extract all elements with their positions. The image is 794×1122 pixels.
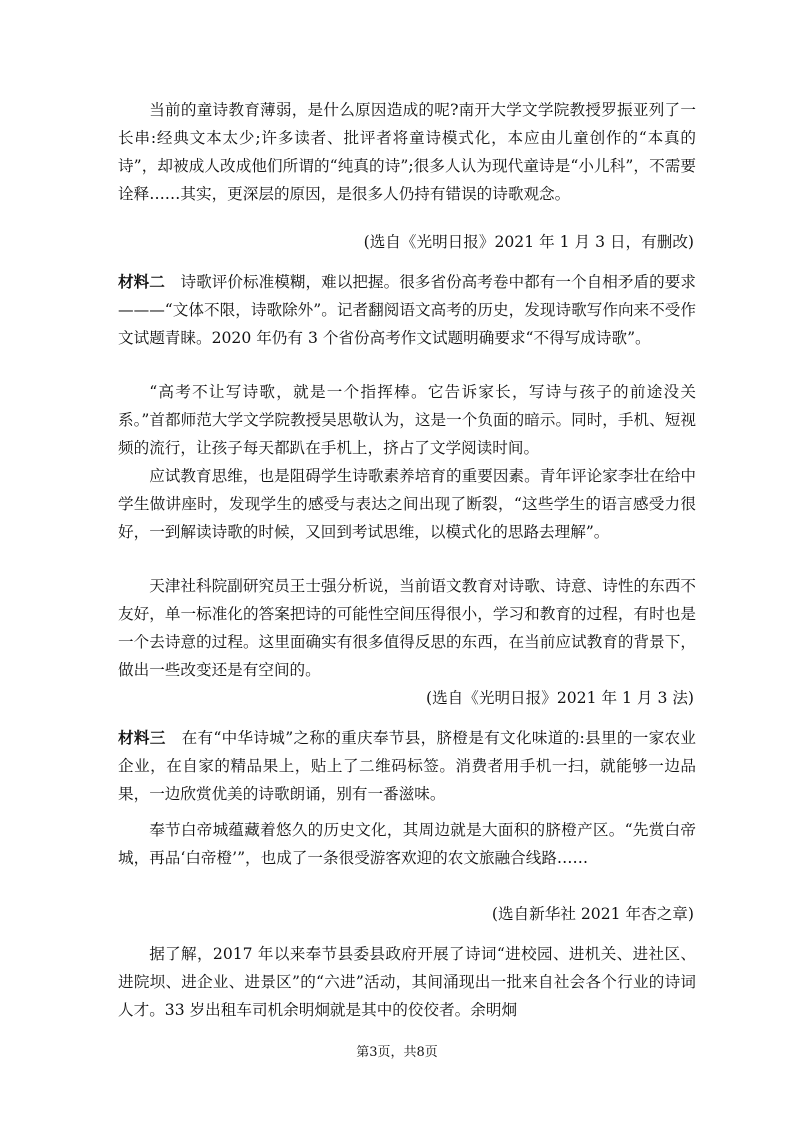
material-three-label: 材料三 <box>118 728 166 747</box>
paragraph-童诗教育: 当前的童诗教育薄弱，是什么原因造成的呢?南开大学文学院教授罗振亚列了一长串:经典文本太少;许多读者、批评者将童诗模式化，本应由儿童创作的“本真的诗”，却被成人改成他们所谓的“纯真的诗”;很多人认为现代童诗是“小儿科”，不需要诠释……其实，更深层的原因，是很多人仍持有错误的诗歌观念。 <box>118 101 696 203</box>
source-citation-2: (选自《光明日报》2021 年 1 月 3 法) <box>425 689 694 707</box>
material-two-text: 诗歌评价标准模糊，难以把握。很多省份高考卷中都有一个自相矛盾的要求———“文体不限，诗歌除外”。记者翻阅语文高考的历史，发现诗歌写作向来不受作文试题青睐。2020 年仍有 3 个省份高考作文试题明确要求“不得写成诗歌”。 <box>118 273 696 347</box>
material-two-paragraph <box>118 268 696 352</box>
source-citation-3: (选自新华社 2021 年杏之章) <box>491 905 694 923</box>
material-two-label: 材料二 <box>118 272 165 291</box>
paragraph-应试教育: 应试教育思维，也是阻碍学生诗歌素养培育的重要因素。青年评论家李壮在给中学生做讲座时，发现学生的感受与表达之间出现了断裂，“这些学生的语言感受力很好，一到解读诗歌的时候，又回到考试思维，以模式化的思路去理解”。 <box>118 467 696 541</box>
page-footer: 第3页，共8页 <box>356 1045 438 1060</box>
paragraph-王士强: 天津社科院副研究员王士强分析说，当前语文教育对诗歌、诗意、诗性的东西不友好，单一标准化的答案把诗的可能性空间压得很小，学习和教育的过程，有时也是一个去诗意的过程。这里面确实有很多值得反思的东西，在当前应试教育的背景下，做出一些改变还是有空间的。 <box>118 577 696 679</box>
paragraph-白帝城: 奉节白帝城蕴藏着悠久的历史文化，其周边就是大面积的脐橙产区。“先赏白帝城，再品‘白帝橙’”，也成了一条很受游客欢迎的农文旅融合线路…… <box>118 821 696 867</box>
paragraph-六进活动: 据了解，2017 年以来奉节县委县政府开展了诗词“进校园、进机关、进社区、进院坝、进企业、进景区”的“六进”活动，其间涌现出一批来自社会各个行业的诗词人才。33 岁出租车司机余明炯就是其中的佼佼者。余明炯 <box>118 945 696 1019</box>
source-citation-1: (选自《光明日报》2021 年 1 月 3 日，有删改) <box>363 233 694 251</box>
paragraph-高考: “高考不让写诗歌，就是一个指挥棒。它告诉家长，写诗与孩子的前途没关系。”首都师范大学文学院教授吴思敬认为，这是一个负面的暗示。同时，手机、短视频的流行，让孩子每天都趴在手机上，挤占了文学阅读时间。 <box>118 383 696 457</box>
material-three-paragraph <box>118 724 696 808</box>
material-three-text: 在有“中华诗城”之称的重庆奉节县，脐橙是有文化味道的:县里的一家农业企业，在自家的精品果上，贴上了二维码标签。消费者用手机一扫，就能够一边品果，一边欣赏优美的诗歌朗诵，别有一番滋味。 <box>118 729 696 803</box>
